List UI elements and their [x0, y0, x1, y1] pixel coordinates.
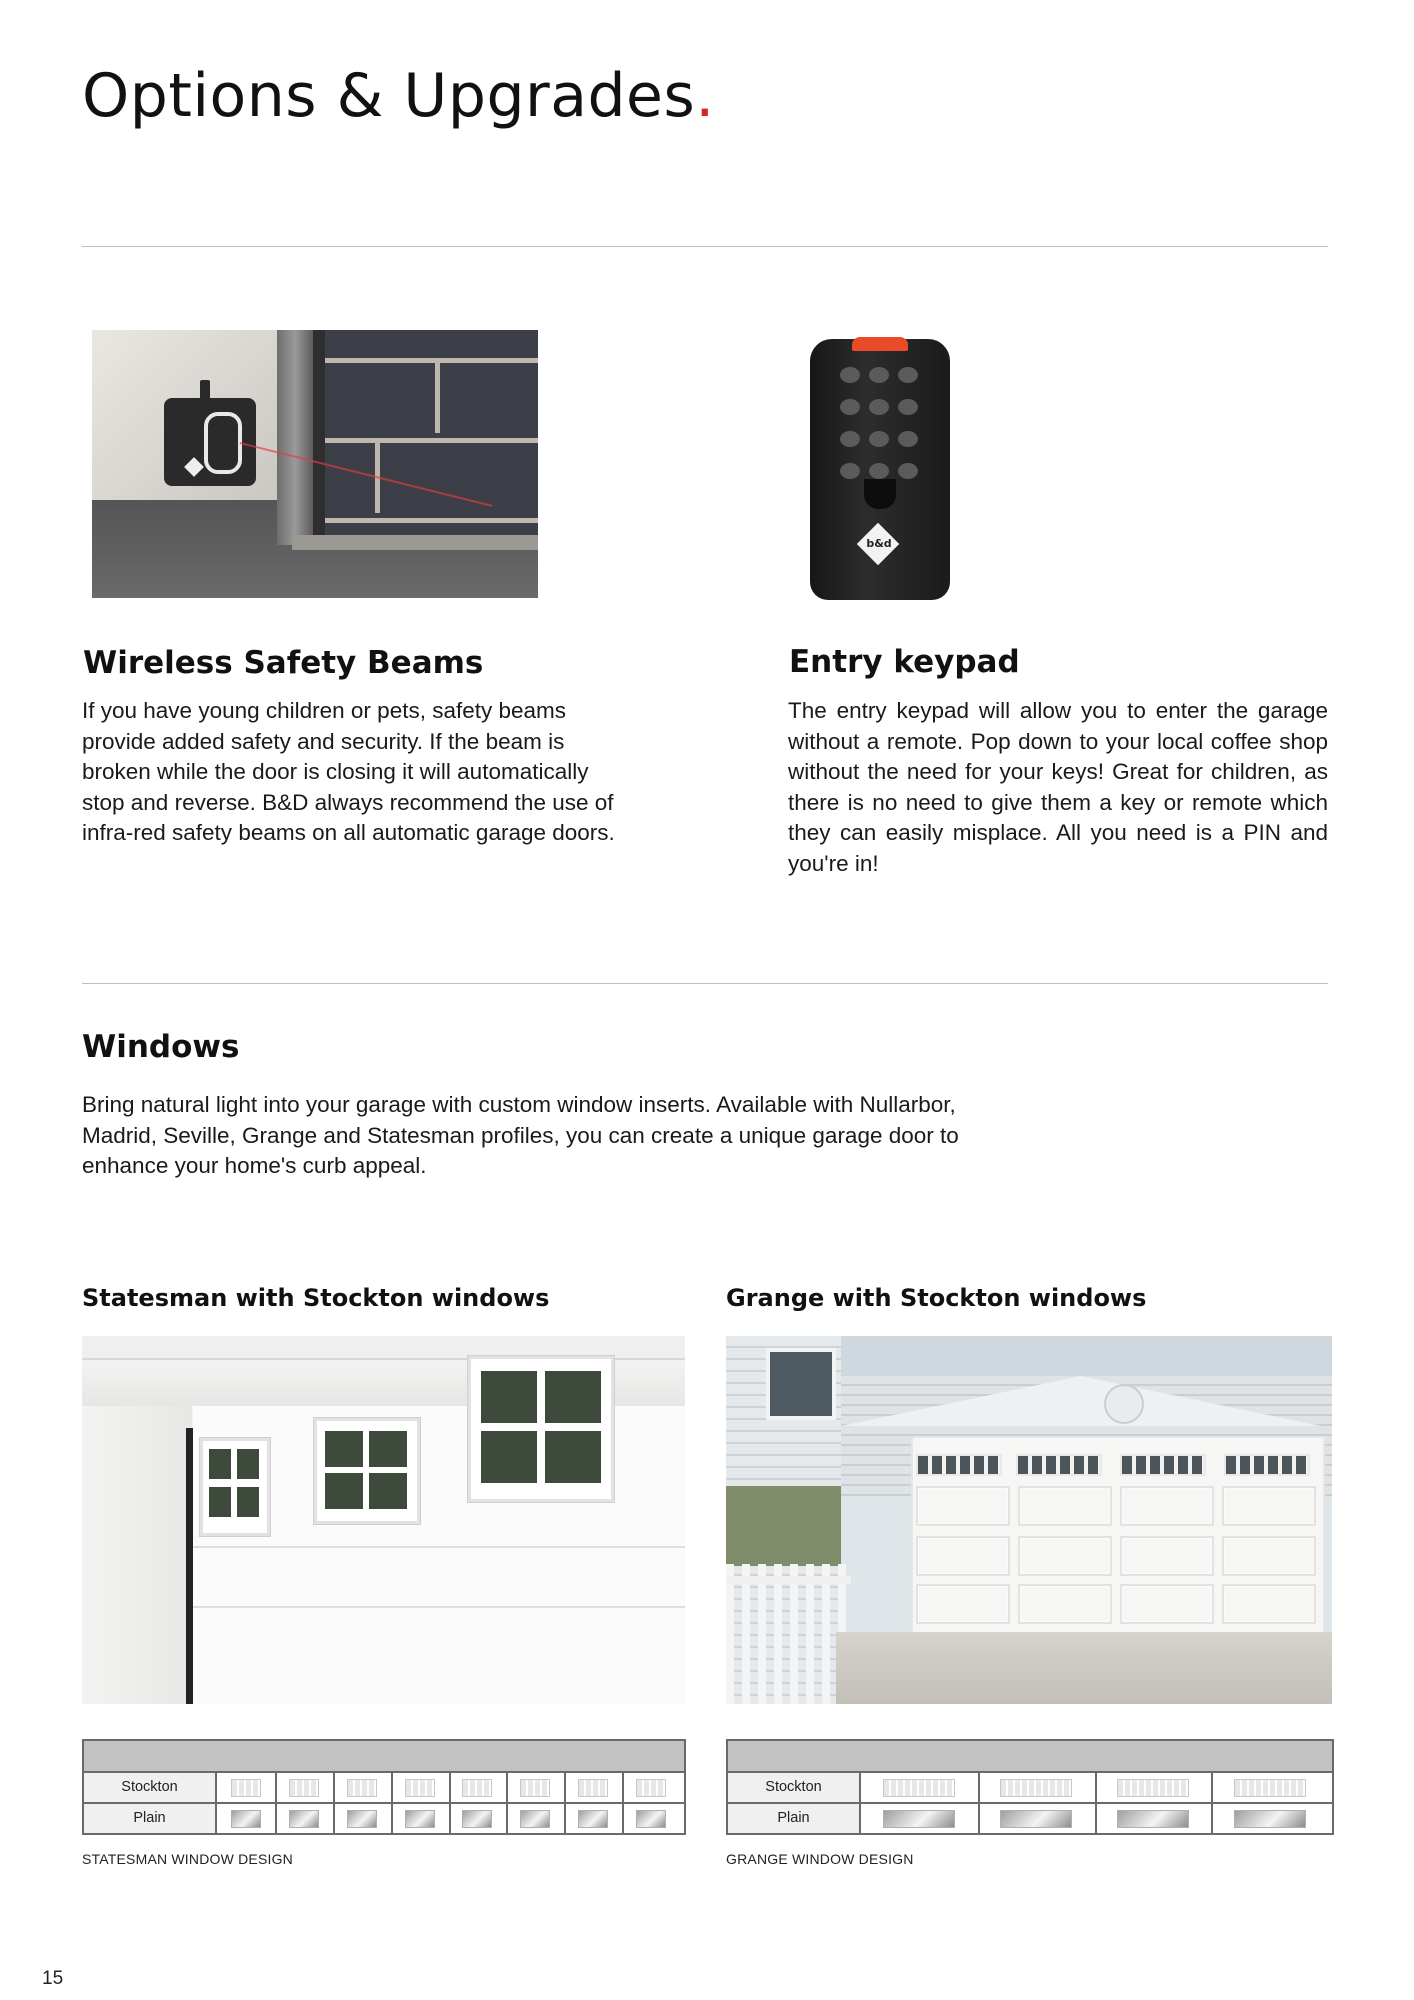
grange-heading: Grange with Stockton windows: [726, 1284, 1147, 1312]
safety-beams-body: If you have young children or pets, safety beams provide added safety and security. If the beam is broken while the door is closing it will automatically stop and reverse. B&D always recommend the use of infra-red safety beams on all automatic garage doors.: [82, 698, 615, 845]
windows-body: Bring natural light into your garage with custom window inserts. Available with Nullarbor, Madrid, Seville, Grange and Statesman profiles, you can create a unique garage door to enhance your home's curb appeal.: [82, 1092, 959, 1178]
statesman-window: [314, 1418, 420, 1524]
grange-window: [1016, 1454, 1102, 1476]
keypad-body: The entry keypad will allow you to enter the garage without a remote. Pop down to your local coffee shop without the need for your keys! Great for children, as there is no need to give them a key or remote which they can easily misplace. All you need is a PIN and you're in!: [788, 698, 1328, 876]
row-label: Plain: [84, 1804, 217, 1833]
statesman-design-table: [82, 1739, 686, 1835]
stockton-window-thumbnail: [506, 1773, 566, 1802]
row-label: Stockton: [84, 1773, 217, 1802]
plain-window-thumbnail: [506, 1804, 566, 1833]
entry-keypad-photo: [810, 339, 950, 600]
plain-window-thumbnail: [449, 1804, 509, 1833]
stockton-window-thumbnail: [275, 1773, 335, 1802]
page-title: [82, 61, 715, 131]
stockton-window-thumbnail: [217, 1773, 277, 1802]
page-title-text: Options & Upgrades: [82, 61, 696, 131]
table-row-stockton: [728, 1773, 1332, 1804]
plain-window-thumbnail: [1095, 1804, 1214, 1833]
stockton-window-thumbnail: [391, 1773, 451, 1802]
stockton-window-thumbnail: [1095, 1773, 1214, 1802]
grange-window: [916, 1454, 1002, 1476]
bd-logo-text: b&d: [866, 537, 892, 550]
statesman-door-photo: [82, 1336, 685, 1704]
grange-window: [1224, 1454, 1310, 1476]
divider-top: [82, 246, 1328, 247]
stockton-window-thumbnail: [449, 1773, 509, 1802]
plain-window-thumbnail: [391, 1804, 451, 1833]
plain-window-thumbnail: [622, 1804, 680, 1833]
row-label: Plain: [728, 1804, 861, 1833]
plain-window-thumbnail: [333, 1804, 393, 1833]
stockton-window-thumbnail: [622, 1773, 680, 1802]
stockton-window-thumbnail: [978, 1773, 1097, 1802]
plain-window-thumbnail: [217, 1804, 277, 1833]
windows-heading: Windows: [82, 1029, 240, 1065]
grange-window: [1120, 1454, 1206, 1476]
safety-beam-photo: [92, 330, 538, 598]
table-row-stockton: [84, 1773, 684, 1804]
grange-design-table: [726, 1739, 1334, 1835]
table-header: [84, 1741, 684, 1773]
plain-window-thumbnail: [978, 1804, 1097, 1833]
stockton-window-thumbnail: [564, 1773, 624, 1802]
statesman-heading: Statesman with Stockton windows: [82, 1284, 550, 1312]
table-header: [728, 1741, 1332, 1773]
keypad-buttons: [840, 367, 920, 487]
statesman-window: [468, 1356, 614, 1502]
plain-window-thumbnail: [564, 1804, 624, 1833]
stockton-window-thumbnail: [861, 1773, 980, 1802]
keypad-heading: Entry keypad: [789, 644, 1020, 680]
plain-window-thumbnail: [861, 1804, 980, 1833]
title-accent-dot: .: [695, 61, 715, 131]
safety-beams-heading: Wireless Safety Beams: [83, 645, 484, 681]
stockton-window-thumbnail: [333, 1773, 393, 1802]
stockton-window-thumbnail: [1211, 1773, 1328, 1802]
grange-caption: GRANGE WINDOW DESIGN: [726, 1851, 914, 1867]
roof-vent: [1104, 1384, 1144, 1424]
table-row-plain: [84, 1804, 684, 1833]
statesman-caption: STATESMAN WINDOW DESIGN: [82, 1851, 293, 1867]
plain-window-thumbnail: [1211, 1804, 1328, 1833]
table-row-plain: [728, 1804, 1332, 1833]
divider-middle: [82, 983, 1328, 984]
grange-door-photo: [726, 1336, 1332, 1704]
row-label: Stockton: [728, 1773, 861, 1802]
plain-window-thumbnail: [275, 1804, 335, 1833]
page-number: 15: [42, 1968, 64, 1989]
statesman-window: [200, 1438, 270, 1536]
